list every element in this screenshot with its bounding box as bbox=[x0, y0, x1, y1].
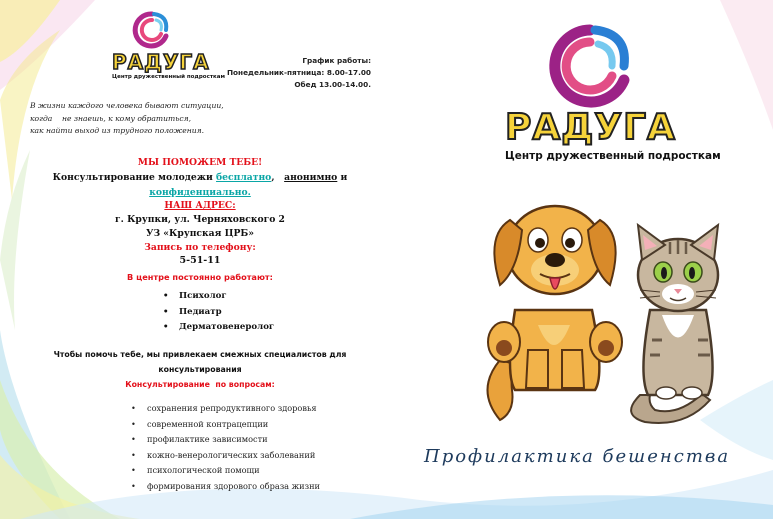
dog-and-cat-illustration bbox=[470, 190, 730, 430]
specialists-line: Чтобы помочь тебе, мы привлекаем смежных специалистов для bbox=[53, 350, 347, 359]
topics-list bbox=[131, 401, 320, 495]
logo-large bbox=[505, 22, 721, 162]
list-item: • формирования здорового образа жизни bbox=[147, 479, 320, 495]
list-item: • психологической помощи bbox=[147, 463, 320, 479]
address-street: г. Крупки, ул. Черняховского 2 bbox=[115, 214, 285, 225]
comma: , bbox=[271, 172, 275, 183]
specialists-block bbox=[40, 347, 360, 392]
consult-line bbox=[40, 170, 360, 185]
intro-text bbox=[30, 100, 224, 138]
list-item: • профилактике зависимости bbox=[147, 432, 320, 448]
list-item: • кожно-венерологических заболеваний bbox=[147, 448, 320, 464]
free-word: бесплатно bbox=[216, 172, 272, 183]
confidential-word: конфиденциально. bbox=[149, 187, 251, 198]
help-heading: МЫ ПОМОЖЕМ ТЕБЕ! bbox=[137, 157, 263, 168]
intro-line: В жизни каждого человека бывают ситуации, bbox=[30, 101, 224, 110]
list-item: • Дерматовенеролог bbox=[179, 320, 274, 336]
schedule-title: График работы: bbox=[302, 56, 371, 65]
address-institution: УЗ «Крупская ЦРБ» bbox=[146, 228, 254, 239]
cover-slogan: Профилактика бешенства bbox=[424, 446, 731, 467]
topics-title: Консультирование по вопросам: bbox=[125, 380, 275, 389]
help-block bbox=[40, 155, 360, 200]
list-item: • современной контрацепции bbox=[147, 417, 320, 433]
intro-line: когда не знаешь, к кому обратиться, bbox=[30, 113, 192, 123]
rainbow-swirl-icon bbox=[130, 8, 174, 52]
phone-label: Запись по телефону: bbox=[144, 242, 256, 253]
list-item: • сохранения репродуктивного здоровья bbox=[147, 401, 320, 417]
schedule-lunch: Обед 13.00-14.00. bbox=[294, 80, 371, 89]
and-word: и bbox=[337, 172, 348, 183]
staff-title: В центре постоянно работают: bbox=[127, 272, 273, 282]
specialists-line: консультирования bbox=[158, 365, 242, 374]
list-item: • Психолог bbox=[179, 289, 274, 305]
logo-name: РАДУГА bbox=[112, 50, 210, 74]
logo-subtitle: Центр дружественный подросткам bbox=[505, 150, 721, 162]
address-block bbox=[40, 199, 360, 255]
address-heading: НАШ АДРЕС: bbox=[164, 200, 236, 211]
staff-list bbox=[163, 289, 274, 336]
logo-name: РАДУГА bbox=[505, 107, 676, 148]
intro-line: как найти выход из трудного положения. bbox=[30, 126, 205, 135]
phone-number: 5-51-11 bbox=[179, 255, 221, 266]
anonymous-word: анонимно bbox=[284, 172, 338, 183]
logo-small bbox=[112, 8, 225, 80]
list-item: • Педиатр bbox=[179, 305, 274, 321]
rainbow-swirl-icon bbox=[540, 22, 640, 112]
work-schedule bbox=[227, 55, 371, 91]
logo-subtitle: Центр дружественный подросткам bbox=[112, 74, 225, 80]
consult-prefix: Консультирование молодежи bbox=[52, 172, 217, 183]
schedule-weekdays: Понедельник-пятница: 8.00-17.00 bbox=[226, 68, 371, 77]
